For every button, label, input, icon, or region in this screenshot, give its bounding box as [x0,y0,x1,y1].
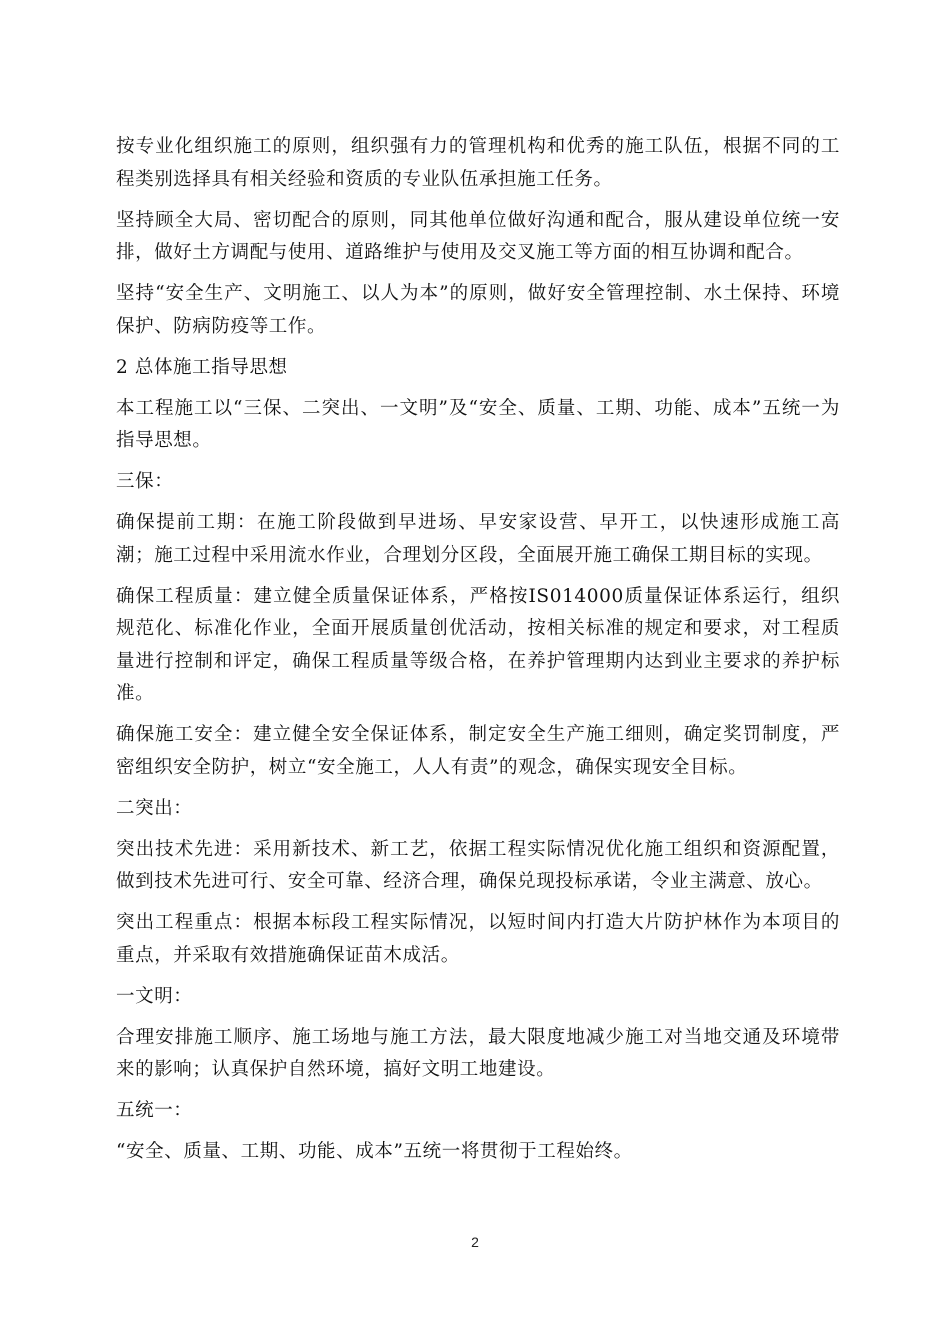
paragraph: 合理安排施工顺序、施工场地与施工方法，最大限度地减少施工对当地交通及环境带来的影响；认真保护自然环境，搞好文明工地建设。 [116,1026,840,1080]
subheading: 三保： [116,471,174,492]
paragraph: 按专业化组织施工的原则，组织强有力的管理机构和优秀的施工队伍，根据不同的工程类别选择具有相关经验和资质的专业队伍承担施工任务。 [116,136,840,190]
paragraph: 突出技术先进：采用新技术、新工艺，依据工程实际情况优化施工组织和资源配置，做到技术先进可行、安全可靠、经济合理，确保兑现投标承诺，令业主满意、放心。 [116,838,840,892]
page-number: 2 [471,1234,479,1250]
paragraph: 突出工程重点：根据本标段工程实际情况，以短时间内打造大片防护林作为本项目的重点，并采取有效措施确保证苗木成活。 [116,912,840,966]
document-body [116,131,840,1177]
subheading: 五统一： [116,1100,193,1121]
paragraph: 坚持“安全生产、文明施工、以人为本”的原则，做好安全管理控制、水土保持、环境保护、防病防疫等工作。 [116,283,840,337]
paragraph: 确保工程质量：建立健全质量保证体系，严格按IS014000质量保证体系运行，组织规范化、标准化作业，全面开展质量创优活动，按相关标准的规定和要求，对工程质量进行控制和评定，确保工程质量等级合格，在养护管理期内达到业主要求的养护标准。 [116,585,840,704]
paragraph: 确保施工安全：建立健全安全保证体系，制定安全生产施工细则，确定奖罚制度，严密组织安全防护，树立“安全施工，人人有责”的观念，确保实现安全目标。 [116,724,840,778]
paragraph: 坚持顾全大局、密切配合的原则，同其他单位做好沟通和配合，服从建设单位统一安排，做好土方调配与使用、道路维护与使用及交叉施工等方面的相互协调和配合。 [116,209,840,263]
subheading: 一文明： [116,985,193,1007]
paragraph: 确保提前工期：在施工阶段做到早进场、早安家设营、早开工，以快速形成施工高潮；施工过程中采用流水作业，合理划分区段，全面展开施工确保工期目标的实现。 [116,512,840,566]
section-heading: 2 总体施工指导思想 [116,356,288,378]
subheading: 二突出： [116,797,193,819]
paragraph: 本工程施工以“三保、二突出、一文明”及“安全、质量、工期、功能、成本”五统一为指导思想。 [116,397,840,451]
paragraph: “安全、质量、工期、功能、成本”五统一将贯彻于工程始终。 [116,1141,633,1162]
